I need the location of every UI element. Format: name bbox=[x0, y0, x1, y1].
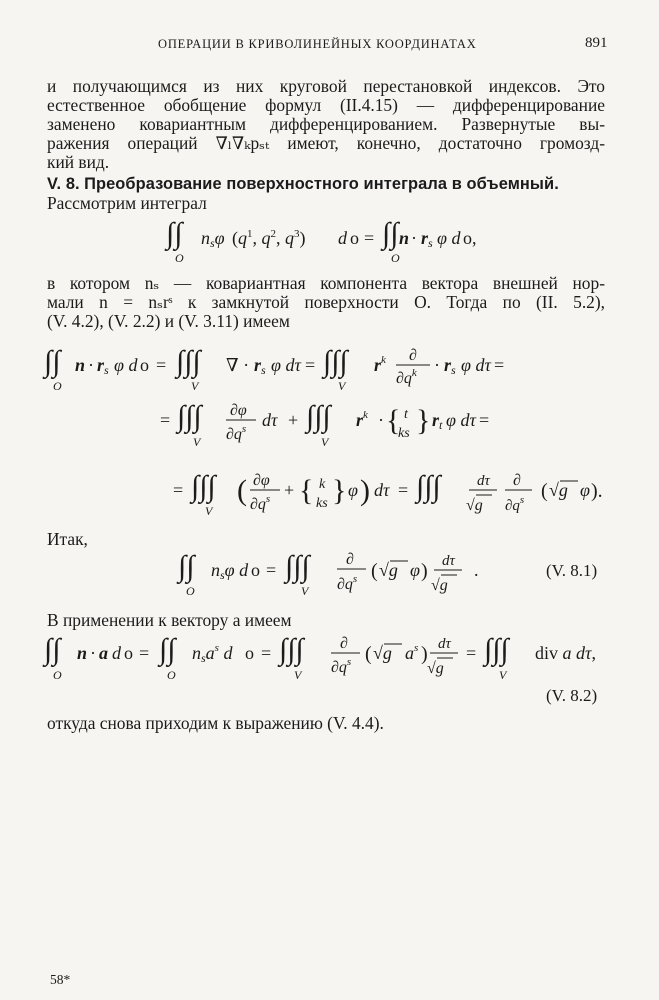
svg-text:φ: φ bbox=[348, 480, 358, 500]
svg-text:dτ: dτ bbox=[477, 473, 490, 489]
intro-line: и получающимся из них круговой перестановкой индексов. Это bbox=[47, 76, 605, 96]
svg-text:∫∫: ∫∫ bbox=[178, 550, 195, 583]
svg-text:·: · bbox=[90, 643, 96, 663]
svg-text:∫∫∫: ∫∫∫ bbox=[177, 400, 202, 433]
section-number: V. 8. bbox=[47, 175, 80, 193]
svg-text:·: · bbox=[411, 228, 417, 248]
svg-text:·: · bbox=[378, 410, 384, 430]
svg-text:∫∫∫: ∫∫∫ bbox=[176, 345, 201, 378]
intro-line: естественное обобщение формул (II.4.15) — дифференцирование bbox=[47, 95, 605, 115]
lead-line: Рассмотрим интеграл bbox=[47, 193, 207, 213]
svg-text:): ) bbox=[421, 643, 428, 665]
svg-text:∫∫∫: ∫∫∫ bbox=[191, 470, 216, 503]
svg-text:.: . bbox=[474, 560, 479, 580]
svg-text:n: n bbox=[75, 355, 86, 375]
svg-text:t: t bbox=[404, 407, 408, 422]
svg-text:O: O bbox=[53, 379, 62, 393]
svg-text:φ: φ bbox=[410, 560, 420, 580]
svg-text:=: = bbox=[305, 355, 316, 375]
svg-text:(: ( bbox=[237, 474, 247, 507]
svg-text:√g: √g bbox=[549, 480, 568, 500]
running-title: ОПЕРАЦИИ В КРИВОЛИНЕЙНЫХ КООРДИНАТАХ bbox=[158, 37, 477, 51]
svg-text:∇ ·: ∇ · bbox=[226, 355, 250, 375]
svg-text:dτ: dτ bbox=[442, 553, 455, 569]
svg-text:∂qs: $\partial q^s$ bbox=[331, 656, 352, 676]
svg-text:d: d bbox=[338, 228, 347, 248]
intro-line: ражения операций ∇ₗ∇ₖpₛₜ имеют, конечно, достаточно громозд- bbox=[47, 133, 605, 153]
svg-text:·: · bbox=[88, 355, 94, 375]
svg-text:a: a bbox=[99, 643, 108, 663]
svg-text:O: O bbox=[167, 668, 176, 682]
svg-text:ks: ks bbox=[316, 496, 328, 511]
conclusion-paragraph bbox=[47, 714, 605, 733]
svg-text:∫∫∫: ∫∫∫ bbox=[323, 345, 348, 378]
svg-text:rs: rs bbox=[254, 355, 266, 377]
svg-text:√g: √g bbox=[379, 560, 398, 580]
svg-text:∫∫: ∫∫ bbox=[166, 217, 183, 250]
svg-text:∂qs: $\partial q^s$ bbox=[337, 573, 358, 593]
paragraph-line: (V. 4.2), (V. 2.2) и (V. 3.11) имеем bbox=[47, 311, 290, 331]
svg-text:=: = bbox=[139, 643, 150, 663]
svg-text:V: V bbox=[294, 668, 302, 682]
svg-text:=: = bbox=[466, 643, 477, 663]
svg-text:o,: o, bbox=[463, 228, 477, 248]
svg-text:=: = bbox=[266, 560, 277, 580]
svg-text:).: ). bbox=[591, 480, 603, 502]
svg-text:dτ: dτ bbox=[262, 410, 278, 430]
svg-text:φ dτ: φ dτ bbox=[446, 410, 476, 430]
svg-text:∂qs: $\partial q^s$ bbox=[226, 423, 247, 443]
svg-text:rs: rs bbox=[421, 228, 433, 250]
svg-text:=: = bbox=[156, 355, 167, 375]
svg-text:O: O bbox=[175, 251, 184, 265]
signature-mark: 58* bbox=[50, 972, 71, 987]
svg-text:V: V bbox=[338, 379, 346, 393]
svg-text:∫∫∫: ∫∫∫ bbox=[484, 633, 509, 666]
intro-line: кий вид. bbox=[47, 152, 110, 172]
svg-text:√g: √g bbox=[466, 497, 483, 514]
svg-text:∫∫∫: ∫∫∫ bbox=[416, 470, 441, 503]
svg-text:(: ( bbox=[365, 643, 372, 665]
svg-text:=: = bbox=[173, 480, 184, 500]
itak-text: Итак, bbox=[47, 529, 88, 549]
svg-text:φ dτ: φ dτ bbox=[461, 355, 491, 375]
svg-text:∂qs: $\partial q^s$ bbox=[505, 494, 525, 514]
svg-text:o: o bbox=[350, 228, 359, 248]
application-text: В применении к вектору a имеем bbox=[47, 610, 292, 630]
svg-text:V: V bbox=[301, 584, 309, 598]
svg-text:√g: √g bbox=[427, 660, 444, 677]
svg-text:+: + bbox=[288, 410, 299, 430]
intro-line: заменено ковариантным дифференцированием. Развернутые вы- bbox=[47, 114, 605, 134]
svg-text:O: O bbox=[186, 584, 195, 598]
svg-text:=: = bbox=[364, 228, 375, 248]
svg-text:rk: $r^k$ bbox=[356, 409, 368, 430]
svg-text:}: } bbox=[332, 474, 347, 507]
svg-text:φ d: φ d bbox=[437, 228, 461, 248]
svg-text:√g: √g bbox=[373, 643, 392, 663]
svg-text:div a dτ,: div a dτ, bbox=[535, 643, 596, 663]
svg-text:∂: ∂ bbox=[513, 472, 521, 489]
svg-text:∫∫∫: ∫∫∫ bbox=[285, 550, 310, 583]
svg-text:∫∫: ∫∫ bbox=[44, 633, 61, 666]
svg-text:{: { bbox=[299, 474, 314, 507]
svg-text:rs: rs bbox=[444, 355, 456, 377]
svg-text:∫∫∫: ∫∫∫ bbox=[279, 633, 304, 666]
svg-text:o: o bbox=[140, 355, 149, 375]
svg-text:nsφ: nsφ bbox=[201, 228, 225, 250]
svg-text:dτ: dτ bbox=[374, 480, 390, 500]
svg-text:dτ: dτ bbox=[438, 636, 451, 652]
svg-text:∫∫: ∫∫ bbox=[159, 633, 176, 666]
page-number: 891 bbox=[585, 35, 608, 51]
svg-text:=: = bbox=[479, 410, 490, 430]
svg-text:{: { bbox=[386, 404, 401, 437]
svg-text:φ dτ: φ dτ bbox=[271, 355, 301, 375]
svg-text:O: O bbox=[53, 668, 62, 682]
svg-text:φ d: φ d bbox=[114, 355, 138, 375]
svg-text:∂φ: ∂φ bbox=[253, 472, 270, 489]
svg-text:(q1, q2, q3): ($q^1$, $q^2$, $q^3$) bbox=[232, 228, 306, 248]
svg-text:V: V bbox=[193, 435, 201, 449]
svg-text:∂: ∂ bbox=[340, 635, 348, 652]
paragraph-line: мали n = nₛrˢ к замкнутой поверхности O. Тогда по (II. 5.2), bbox=[47, 292, 605, 312]
svg-text:φ: φ bbox=[580, 480, 590, 500]
svg-text:V: V bbox=[321, 435, 329, 449]
svg-text:(: ( bbox=[541, 480, 548, 502]
svg-text:√g: √g bbox=[431, 577, 448, 594]
svg-text:nsas d: nsa$^s$ d bbox=[192, 642, 233, 665]
svg-text:ks: ks bbox=[398, 426, 410, 441]
section-title: Преобразование поверхностного интеграла в объемный. bbox=[84, 175, 559, 193]
svg-text:∫∫∫: ∫∫∫ bbox=[306, 400, 331, 433]
svg-text:k: k bbox=[319, 477, 326, 492]
svg-text:nsφ d: nsφ d bbox=[211, 560, 249, 582]
svg-text:n: n bbox=[77, 643, 88, 663]
conclusion-text: откуда снова приходим к выражению (V. 4.4). bbox=[47, 713, 384, 733]
equation-label-v81: (V. 8.1) bbox=[546, 561, 598, 580]
svg-text:): ) bbox=[360, 474, 370, 507]
svg-text:as: $a^s$ bbox=[405, 642, 419, 663]
equation-label-v82: (V. 8.2) bbox=[546, 686, 598, 705]
svg-text:rt: rt bbox=[432, 410, 443, 432]
svg-text:∂qs: $\partial q^s$ bbox=[250, 493, 271, 513]
svg-text:(: ( bbox=[371, 560, 378, 582]
svg-text:n: n bbox=[399, 228, 410, 248]
svg-text:rs: rs bbox=[97, 355, 109, 377]
svg-text:V: V bbox=[499, 668, 507, 682]
svg-text:·: · bbox=[434, 355, 440, 375]
svg-text:o: o bbox=[251, 560, 260, 580]
svg-text:}: } bbox=[416, 404, 431, 437]
svg-text:rk: $r^k$ bbox=[374, 354, 386, 375]
svg-text:∂φ: ∂φ bbox=[230, 402, 247, 419]
svg-text:=: = bbox=[494, 355, 505, 375]
svg-text:∫∫: ∫∫ bbox=[44, 345, 61, 378]
svg-text:=: = bbox=[398, 480, 409, 500]
svg-text:V: V bbox=[191, 379, 199, 393]
svg-text:∂: ∂ bbox=[409, 347, 417, 364]
svg-text:=: = bbox=[261, 643, 272, 663]
svg-text:d: d bbox=[112, 643, 121, 663]
svg-text:∂: ∂ bbox=[346, 551, 354, 568]
svg-text:o: o bbox=[124, 643, 133, 663]
svg-text:+: + bbox=[284, 480, 295, 500]
svg-text:∂qk: $\partial q^k$ bbox=[396, 367, 417, 387]
svg-text:O: O bbox=[391, 251, 400, 265]
svg-text:V: V bbox=[205, 504, 213, 518]
svg-text:∫∫: ∫∫ bbox=[382, 217, 399, 250]
paragraph-line: в котором nₛ — ковариантная компонента вектора внешней нор- bbox=[47, 273, 605, 293]
svg-text:o: o bbox=[245, 643, 254, 663]
svg-text:): ) bbox=[421, 560, 428, 582]
svg-text:=: = bbox=[160, 410, 171, 430]
